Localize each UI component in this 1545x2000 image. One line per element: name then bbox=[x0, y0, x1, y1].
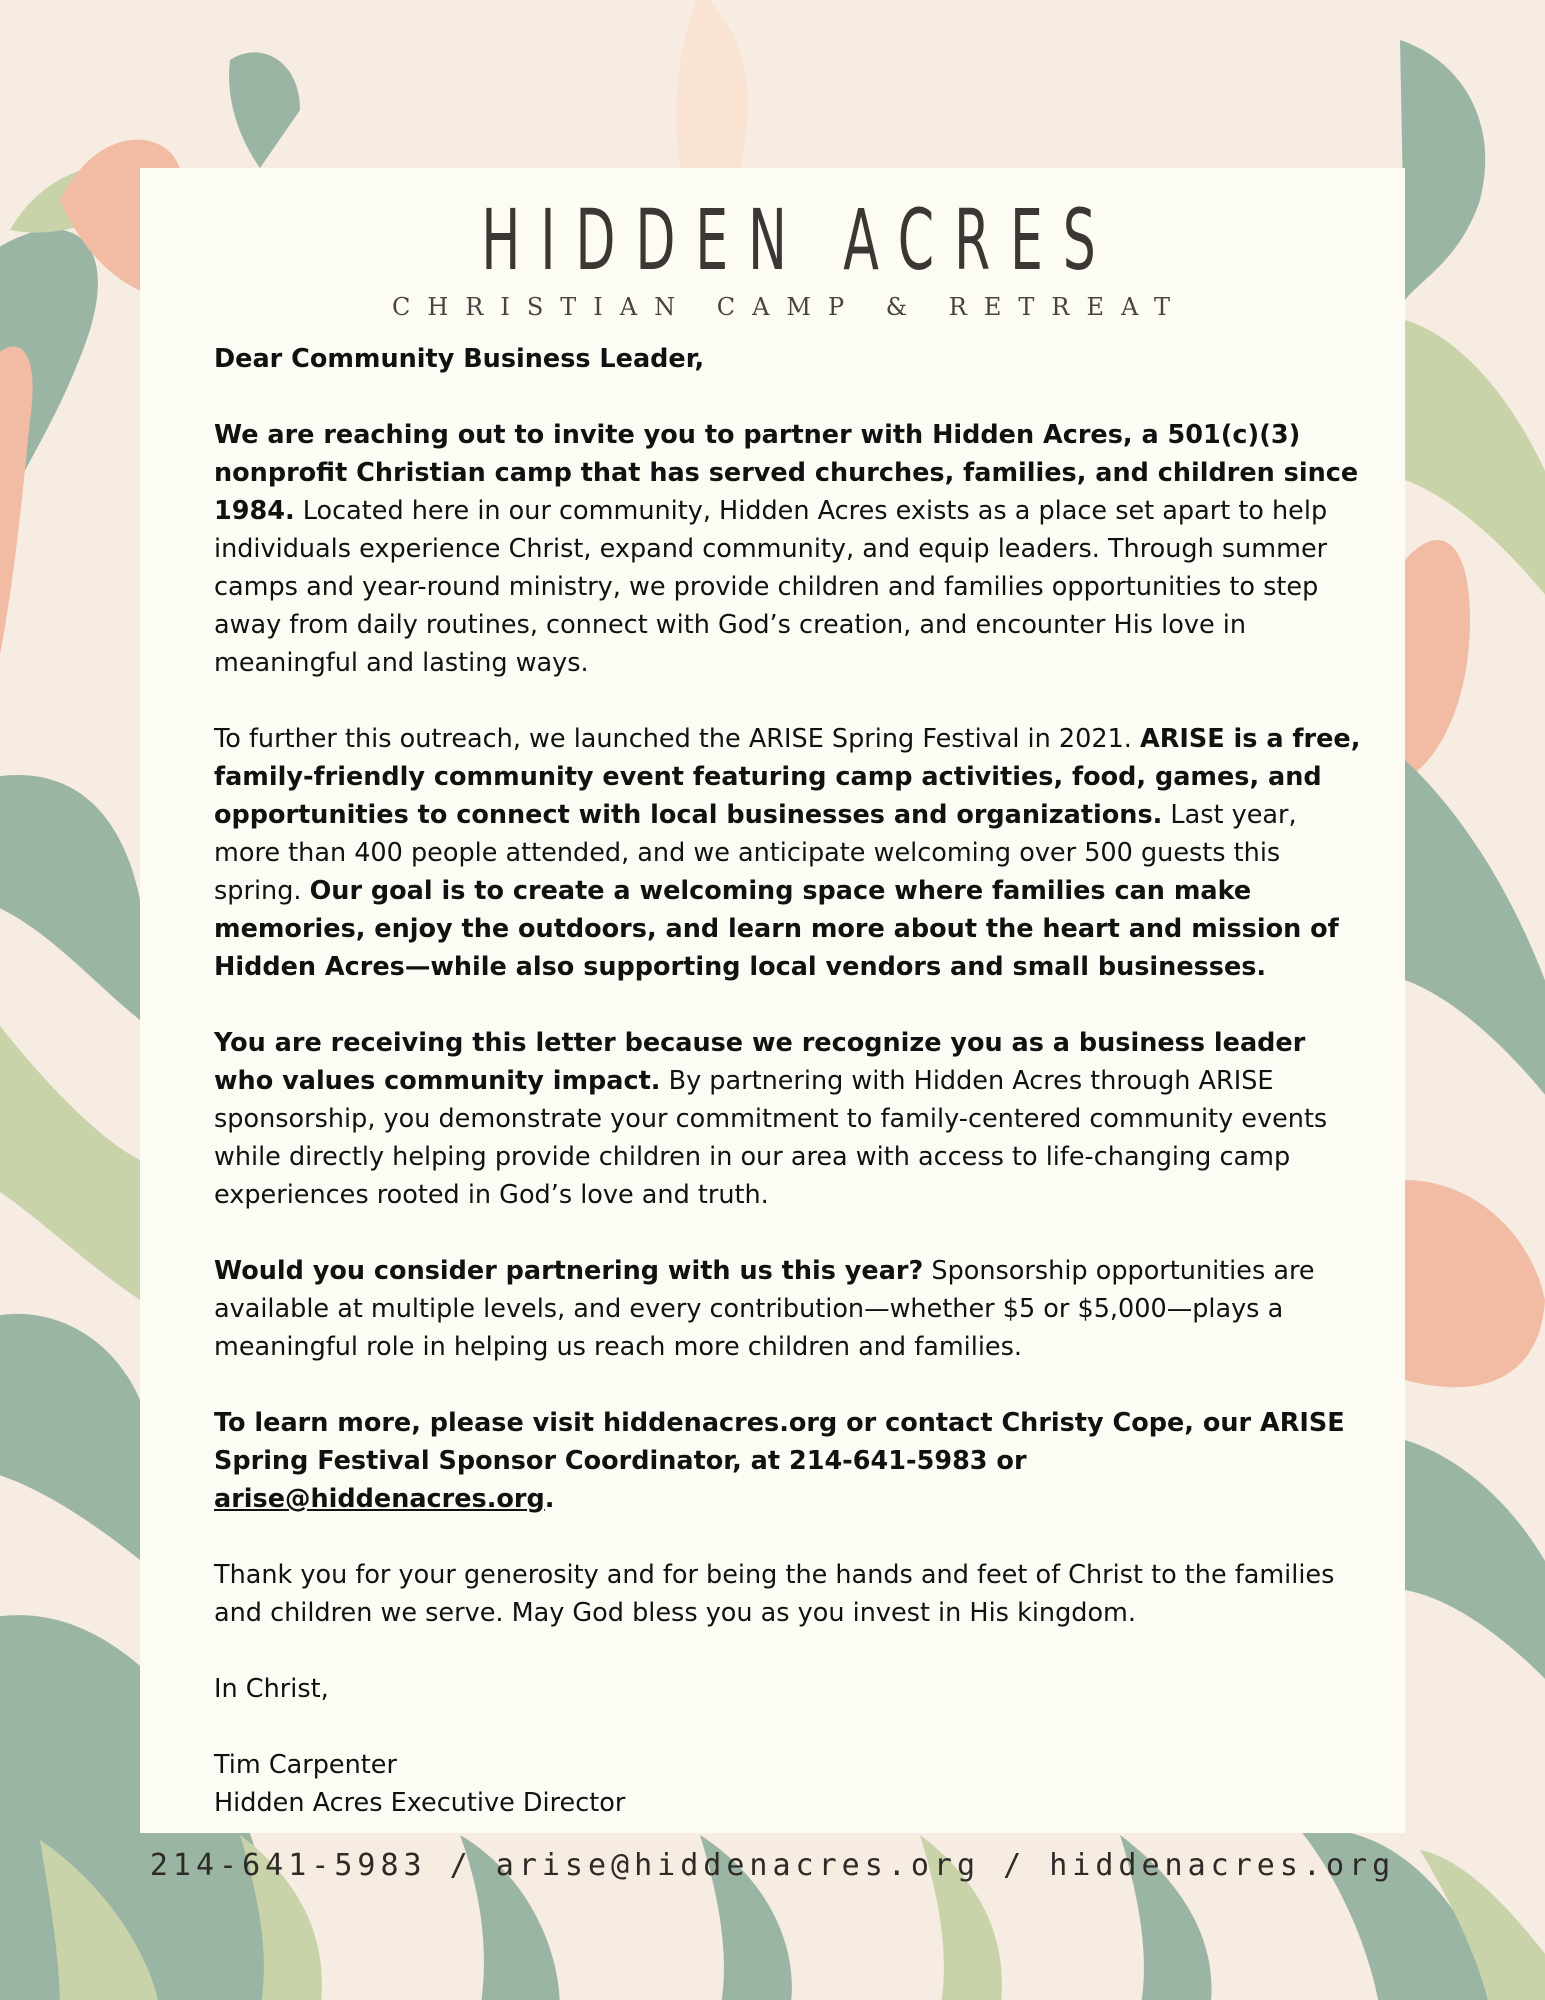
contact-text: To learn more, please visit hiddenacres.org or contact Christy Cope, our ARISE Spring Festival Sponsor Coordinator, at 214-641-5983 or bbox=[214, 1408, 1345, 1476]
thanks-text: Thank you for your generosity and for being the hands and feet of Christ to the families and children we serve. May God bless you as you invest in His kingdom. bbox=[214, 1560, 1335, 1628]
leaf-shape bbox=[0, 775, 140, 1020]
festival-text-2: Last year, more than 400 people attended, and we anticipate welcoming over 500 guests this spring. bbox=[214, 800, 1297, 906]
intro-bold: We are reaching out to invite you to partner with Hidden Acres, a 501(c)(3) nonprofit Christian camp that has served churches, families, and children since 1984. bbox=[214, 420, 1359, 526]
signer-name: Tim Carpenter bbox=[214, 1750, 397, 1780]
paragraph-contact bbox=[214, 1404, 1364, 1518]
contact-email-link[interactable]: arise@hiddenacres.org bbox=[214, 1484, 545, 1514]
festival-text-1: To further this outreach, we launched the ARISE Spring Festival in 2021. bbox=[214, 724, 1132, 754]
paragraph-ask bbox=[214, 1252, 1364, 1366]
leaf-shape bbox=[0, 1000, 140, 1300]
letter-card bbox=[140, 168, 1405, 1833]
leaf-shape bbox=[1400, 40, 1485, 300]
paragraph-festival bbox=[214, 720, 1364, 986]
signer-title: Hidden Acres Executive Director bbox=[214, 1788, 626, 1818]
closing-text: In Christ, bbox=[214, 1674, 329, 1704]
greeting bbox=[214, 340, 1364, 378]
closing bbox=[214, 1670, 1364, 1708]
leaf-shape bbox=[0, 1314, 140, 1560]
paragraph-reason bbox=[214, 1024, 1364, 1214]
brand-subtitle: CHRISTIAN CAMP & RETREAT bbox=[392, 293, 1187, 321]
contact-end: . bbox=[544, 1484, 555, 1514]
ask-text: Sponsorship opportunities are available at multiple levels, and every contribution—whether $5 or $5,000—plays a meaningful role in helping us reach more children and families. bbox=[214, 1256, 1315, 1362]
letter-body bbox=[214, 340, 1364, 1822]
festival-bold-2: Our goal is to create a welcoming space where families can make memories, enjoy the outdoors, and learn more about the heart and mission of Hidden Acres—while also supporting local vendors and small businesses. bbox=[214, 876, 1339, 982]
footer-contact: 214-641-5983 / arise@hiddenacres.org / hiddenacres.org bbox=[149, 1848, 1396, 1883]
paragraph-thanks bbox=[214, 1556, 1364, 1632]
reason-bold: You are receiving this letter because we recognize you as a business leader who values community impact. bbox=[214, 1028, 1306, 1096]
reason-text: By partnering with Hidden Acres through ARISE sponsorship, you demonstrate your commitment to family-centered community events while directly helping provide children in our area with access to life-changing camp experiences rooted in God’s love and truth. bbox=[214, 1066, 1328, 1210]
petal-shape bbox=[0, 347, 33, 701]
paragraph-intro bbox=[214, 416, 1364, 682]
petal-shape bbox=[1405, 1180, 1545, 1387]
festival-bold-1: ARISE is a free, family-friendly community event featuring camp activities, food, games, and opportunities to connect with local businesses and organizations. bbox=[214, 724, 1361, 830]
petal-shape bbox=[676, 0, 748, 168]
petal-shape bbox=[1405, 540, 1470, 780]
greeting-text: Dear Community Business Leader, bbox=[214, 344, 705, 374]
leaf-shape bbox=[1405, 760, 1545, 1120]
brand-title: HIDDEN ACRES bbox=[481, 191, 1116, 289]
leaf-shape bbox=[229, 52, 300, 168]
ask-bold: Would you consider partnering with us this year? bbox=[214, 1256, 924, 1286]
leaf-shape bbox=[1405, 1440, 1545, 1700]
intro-text: Located here in our community, Hidden Acres exists as a place set apart to help individuals experience Christ, expand community, and equip leaders. Through summer camps and year-round ministry, we provide children and families opportunities to step away from daily routines, connect with God’s creation, and encounter His love in meaningful and lasting ways. bbox=[214, 496, 1328, 678]
